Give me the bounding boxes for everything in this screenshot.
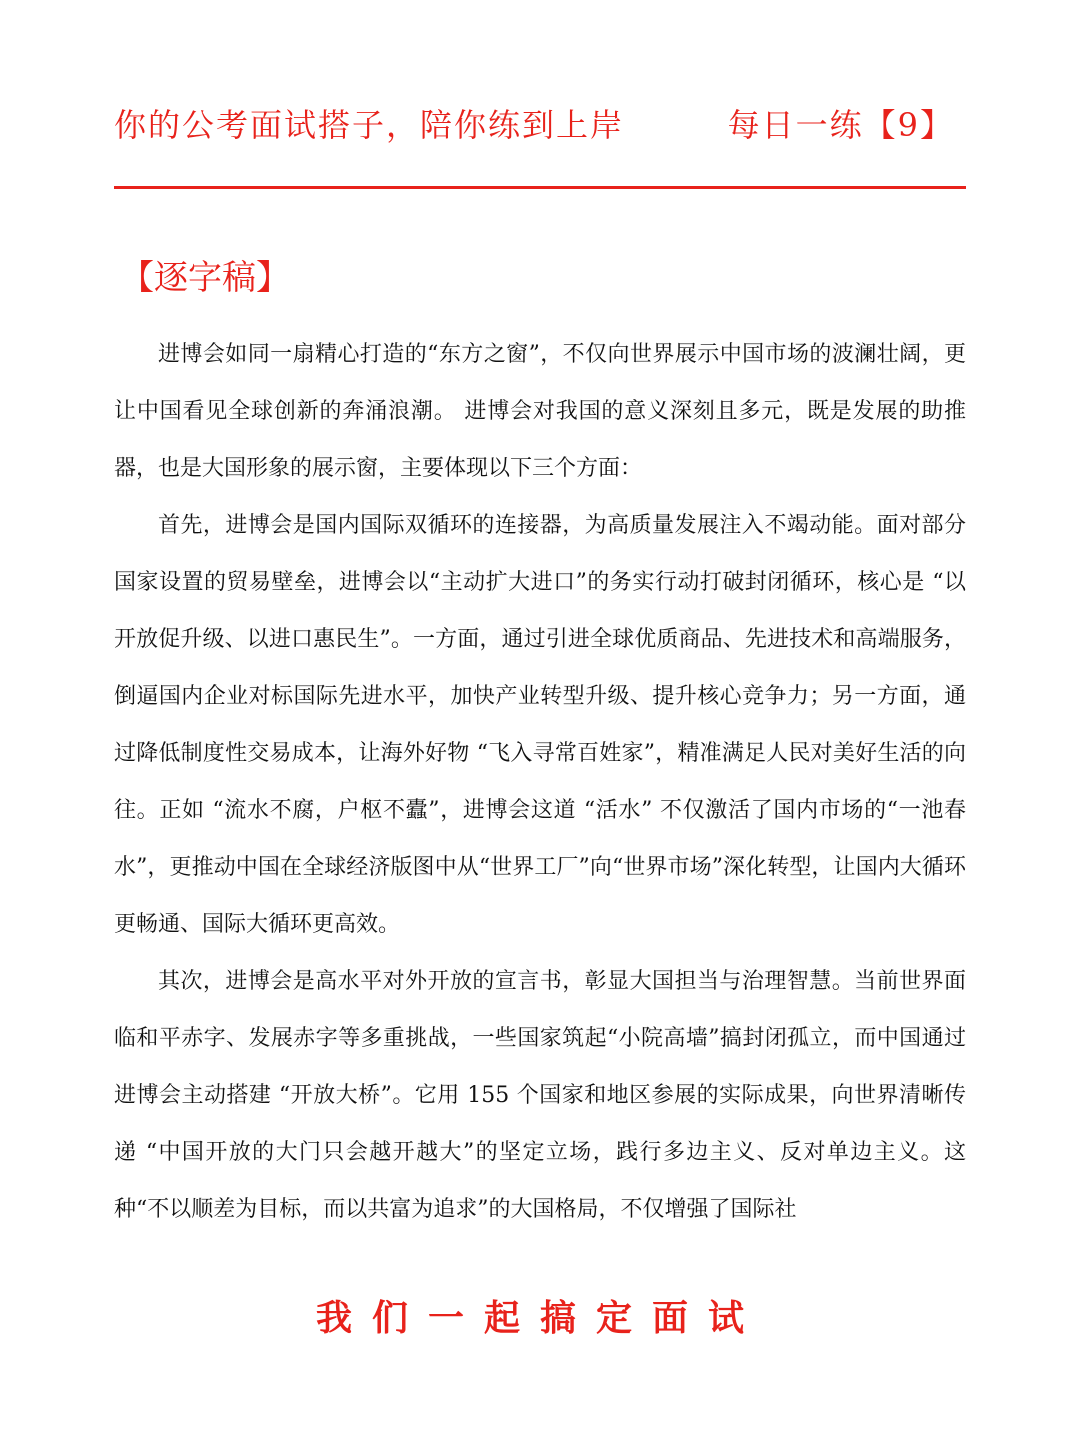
transcript-body <box>114 326 966 1238</box>
section-title: 【逐字稿】 <box>120 258 290 298</box>
header-divider <box>114 186 966 189</box>
paragraph-first-point: 首先，进博会是国内国际双循环的连接器，为高质量发展注入不竭动能。面对部分国家设置的贸易壁垒，进博会以“主动扩大进口”的务实行动打破封闭循环，核心是 “以开放促升级、以进口惠民生”。一方面，通过引进全球优质商品、先进技术和高端服务，倒逼国内企业对标国际先进水平，加快产业转型升级、提升核心竞争力；另一方面，通过降低制度性交易成本，让海外好物 “飞入寻常百姓家”，精准满足人民对美好生活的向往。正如 “流水不腐，户枢不蠹”，进博会这道 “活水” 不仅激活了国内市场的“一池春水”，更推动中国在全球经济版图中从“世界工厂”向“世界市场”深化转型，让国内大循环更畅通、国际大循环更高效。 <box>114 513 966 937</box>
daily-practice-label: 每日一练【9】 <box>727 106 954 144</box>
header-title: 你的公考面试搭子，陪你练到上岸 <box>114 106 625 144</box>
footer-slogan: 我们一起搞定面试 <box>315 1297 764 1339</box>
paragraph-second-point: 其次，进博会是高水平对外开放的宣言书，彰显大国担当与治理智慧。当前世界面临和平赤字、发展赤字等多重挑战，一些国家筑起“小院高墙”搞封闭孤立，而中国通过进博会主动搭建 “开放大桥”。它用 155 个国家和地区参展的实际成果，向世界清晰传递 “中国开放的大门只会越开越大”的坚定立场，践行多边主义、反对单边主义。这种“不以顺差为目标，而以共富为追求”的大国格局，不仅增强了国际社 <box>114 969 966 1222</box>
paragraph-intro: 进博会如同一扇精心打造的“东方之窗”，不仅向世界展示中国市场的波澜壮阔，更让中国看见全球创新的奔涌浪潮。 进博会对我国的意义深刻且多元，既是发展的助推器，也是大国形象的展示窗，主要体现以下三个方面： <box>114 342 966 481</box>
page-header <box>114 100 966 152</box>
